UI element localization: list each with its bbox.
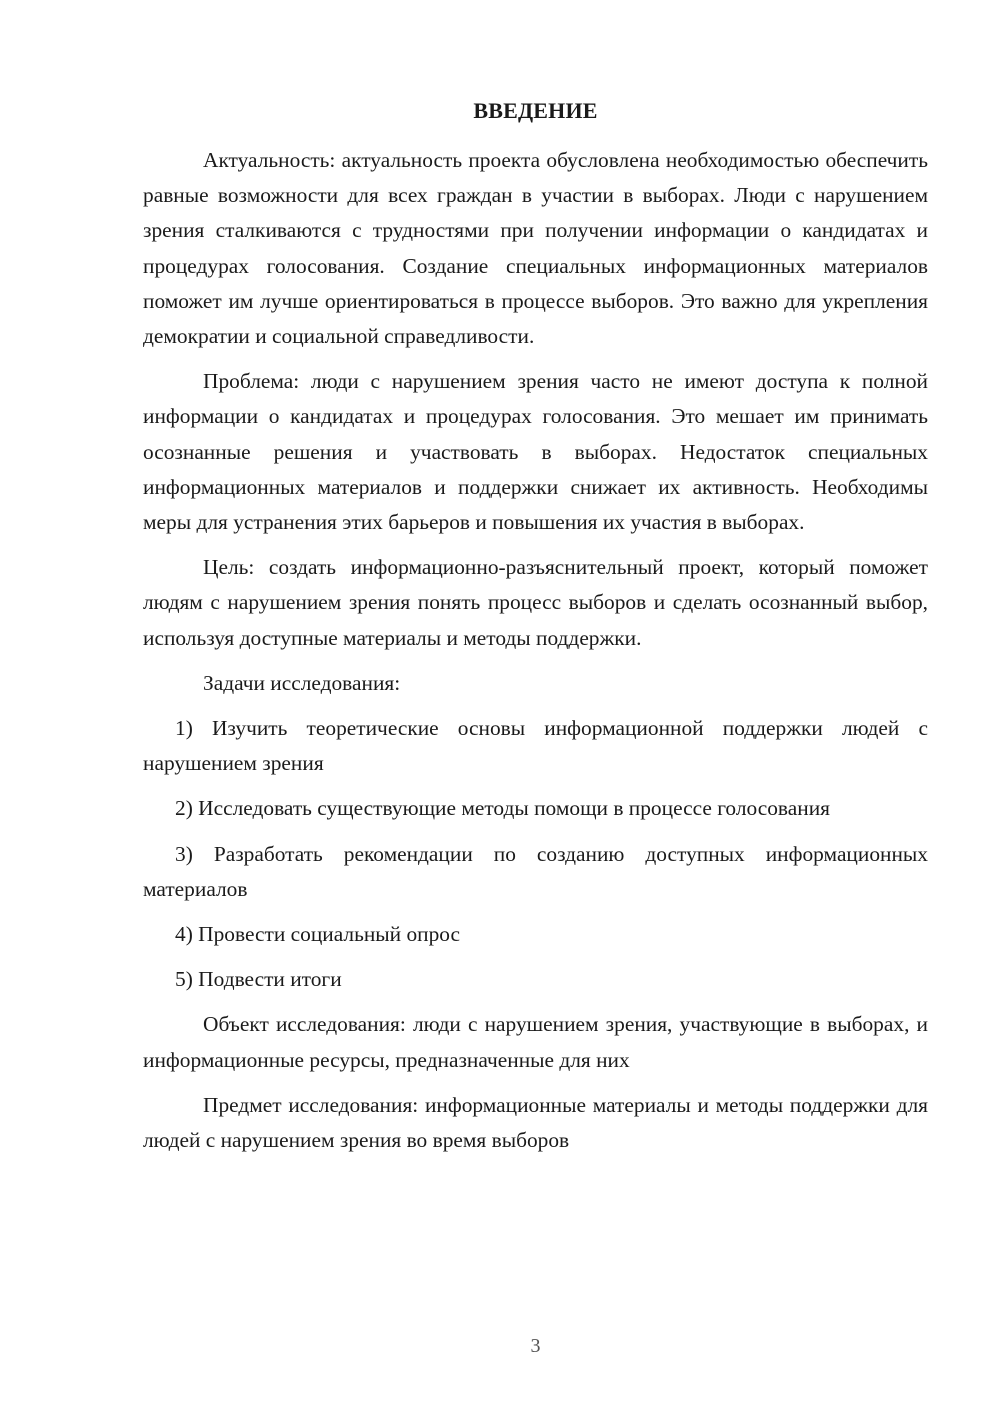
document-page bbox=[143, 0, 928, 1414]
page-number: 3 bbox=[530, 1335, 541, 1357]
task-item-5: 5) Подвести итоги bbox=[175, 967, 342, 992]
tasks-heading: Задачи исследования: bbox=[203, 670, 401, 695]
document-body bbox=[143, 143, 928, 1168]
paragraph-relevance: Актуальность: актуальность проекта обусловлена необходимостью обеспечить равные возможности для всех граждан в участии в выборах. Люди с нарушением зрения сталкиваются с трудностями при получении информации о кандидатах и процедурах голосования. Создание специальных информационных материалов поможет им лучше ориентироваться в процессе выборов. Это важно для укрепления демократии и социальной справедливости. bbox=[143, 148, 928, 349]
page-title: ВВЕДЕНИЕ bbox=[473, 98, 598, 123]
paragraph-subject: Предмет исследования: информационные материалы и методы поддержки для людей с нарушением зрения во время выборов bbox=[143, 1092, 928, 1153]
task-item-2: 2) Исследовать существующие методы помощи в процессе голосования bbox=[175, 796, 830, 821]
task-item-4: 4) Провести социальный опрос bbox=[175, 922, 461, 947]
task-item-1: 1) Изучить теоретические основы информационной поддержки людей с нарушением зрения bbox=[143, 716, 928, 776]
paragraph-object: Объект исследования: люди с нарушением зрения, участвующие в выборах, и информационные ресурсы, предназначенные для них bbox=[143, 1012, 928, 1072]
task-item-3: 3) Разработать рекомендации по созданию доступных информационных материалов bbox=[143, 841, 928, 901]
paragraph-goal: Цель: создать информационно-разъяснительный проект, который поможет людям с нарушением зрения понять процесс выборов и сделать осознанный выбор, используя доступные материалы и методы поддержки. bbox=[143, 555, 928, 650]
paragraph-problem: Проблема: люди с нарушением зрения часто не имеют доступа к полной информации о кандидатах и процедурах голосования. Это мешает им принимать осознанные решения и участвовать в выборах. Недостаток специальных информационных материалов и поддержки снижает их активность. Необходимы меры для устранения этих барьеров и повышения их участия в выборах. bbox=[143, 369, 928, 535]
